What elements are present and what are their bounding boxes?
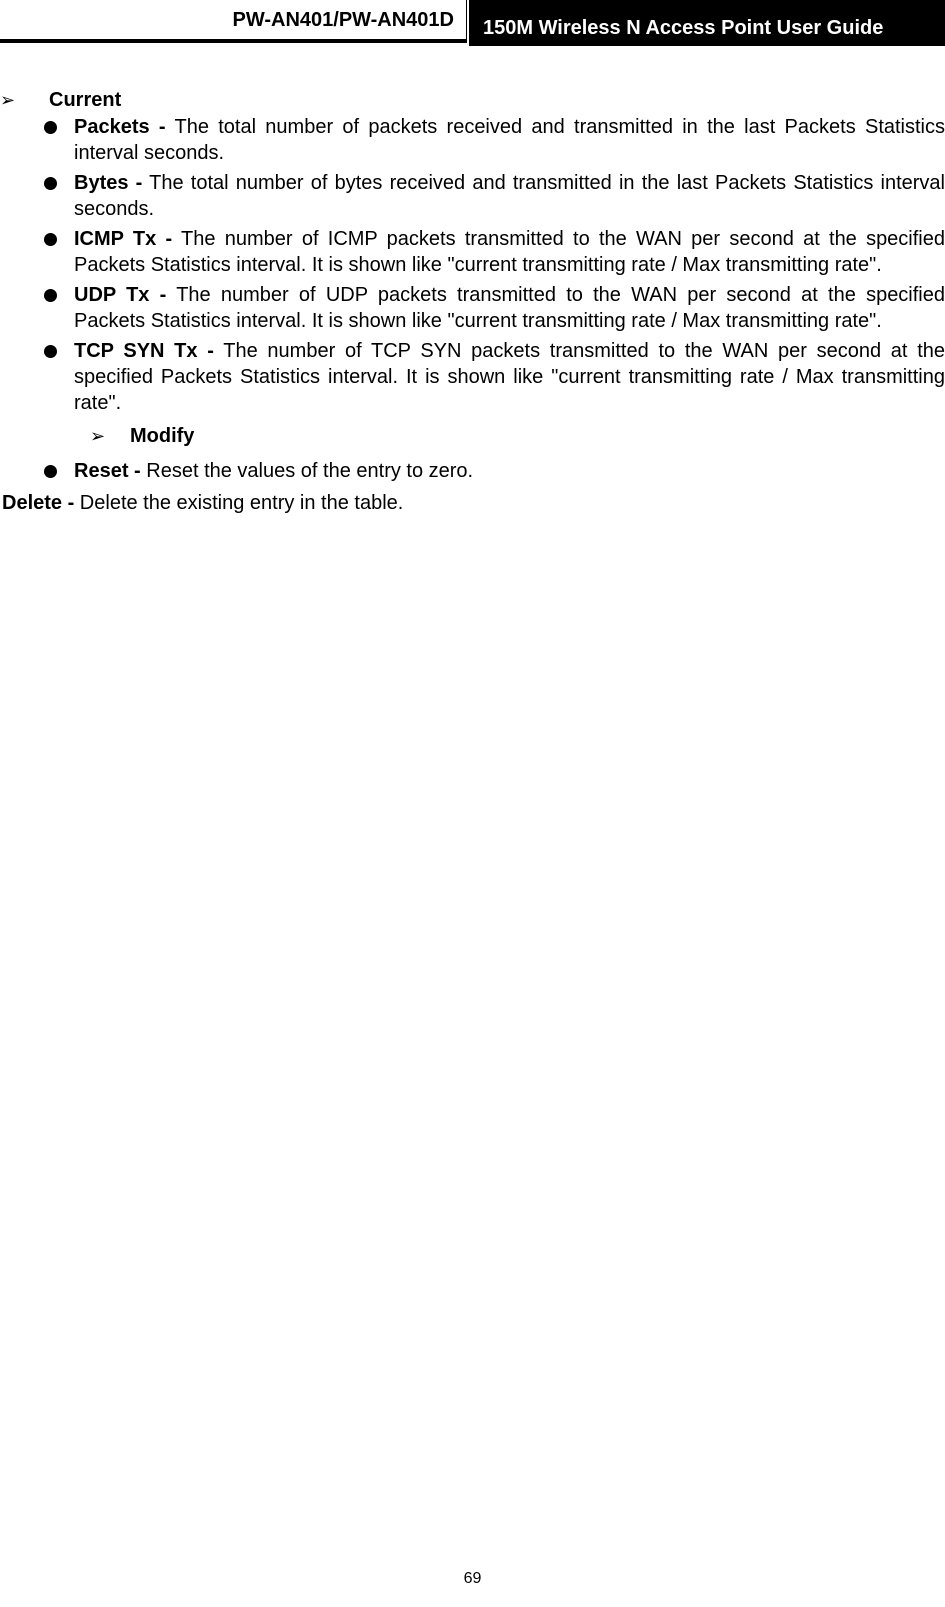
list-item-tcp-syn-tx <box>0 338 945 416</box>
item-term: Bytes - <box>74 172 143 194</box>
bullet-dot-icon <box>44 345 57 358</box>
bullet-dot-icon <box>44 121 57 134</box>
item-description: The number of UDP packets transmitted to the WAN per second at the specified Packets Statistics interval. It is shown like "current transmitting rate / Max transmitting rate". <box>74 284 945 332</box>
item-description: Delete the existing entry in the table. <box>74 492 404 514</box>
item-description: The number of TCP SYN packets transmitted to the WAN per second at the specified Packets Statistics interval. It is shown like "current transmitting rate / Max transmitting rate". <box>74 340 945 414</box>
section-heading-text: Current <box>49 89 122 111</box>
item-term: ICMP Tx - <box>74 228 173 250</box>
list-item-udp-tx <box>0 282 945 334</box>
bullet-dot-icon <box>44 465 57 478</box>
bullet-dot-icon <box>44 177 57 190</box>
item-term: Packets - <box>74 116 166 138</box>
header-model-name: PW-AN401/PW-AN401D <box>0 0 466 43</box>
list-item-packets <box>0 114 945 166</box>
arrow-bullet-icon: ➢ <box>90 426 106 446</box>
item-description: Reset the values of the entry to zero. <box>140 460 474 482</box>
item-term: UDP Tx - <box>74 284 167 306</box>
arrow-bullet-icon: ➢ <box>0 90 16 110</box>
bullet-dot-icon <box>44 233 57 246</box>
list-item-reset <box>0 458 945 484</box>
bullet-dot-icon <box>44 289 57 302</box>
item-description: The total number of bytes received and transmitted in the last Packets Statistics interval seconds. <box>74 172 945 220</box>
item-term: TCP SYN Tx - <box>74 340 214 362</box>
item-description: The total number of packets received and transmitted in the last Packets Statistics interval seconds. <box>74 116 945 164</box>
page-number: 69 <box>463 1570 482 1587</box>
section-heading-current <box>0 86 945 114</box>
header-guide-title: 150M Wireless N Access Point User Guide <box>469 0 945 46</box>
list-item-bytes <box>0 170 945 222</box>
list-item-delete <box>0 490 945 516</box>
list-item-icmp-tx <box>0 226 945 278</box>
item-description: The number of ICMP packets transmitted to the WAN per second at the specified Packets Statistics interval. It is shown like "current transmitting rate / Max transmitting rate". <box>74 228 945 276</box>
item-term: Delete - <box>2 492 75 514</box>
section-heading-text: Modify <box>130 425 195 447</box>
document-body <box>0 86 945 516</box>
section-heading-modify <box>0 422 945 450</box>
item-term: Reset - <box>74 460 141 482</box>
page-header <box>0 0 945 46</box>
